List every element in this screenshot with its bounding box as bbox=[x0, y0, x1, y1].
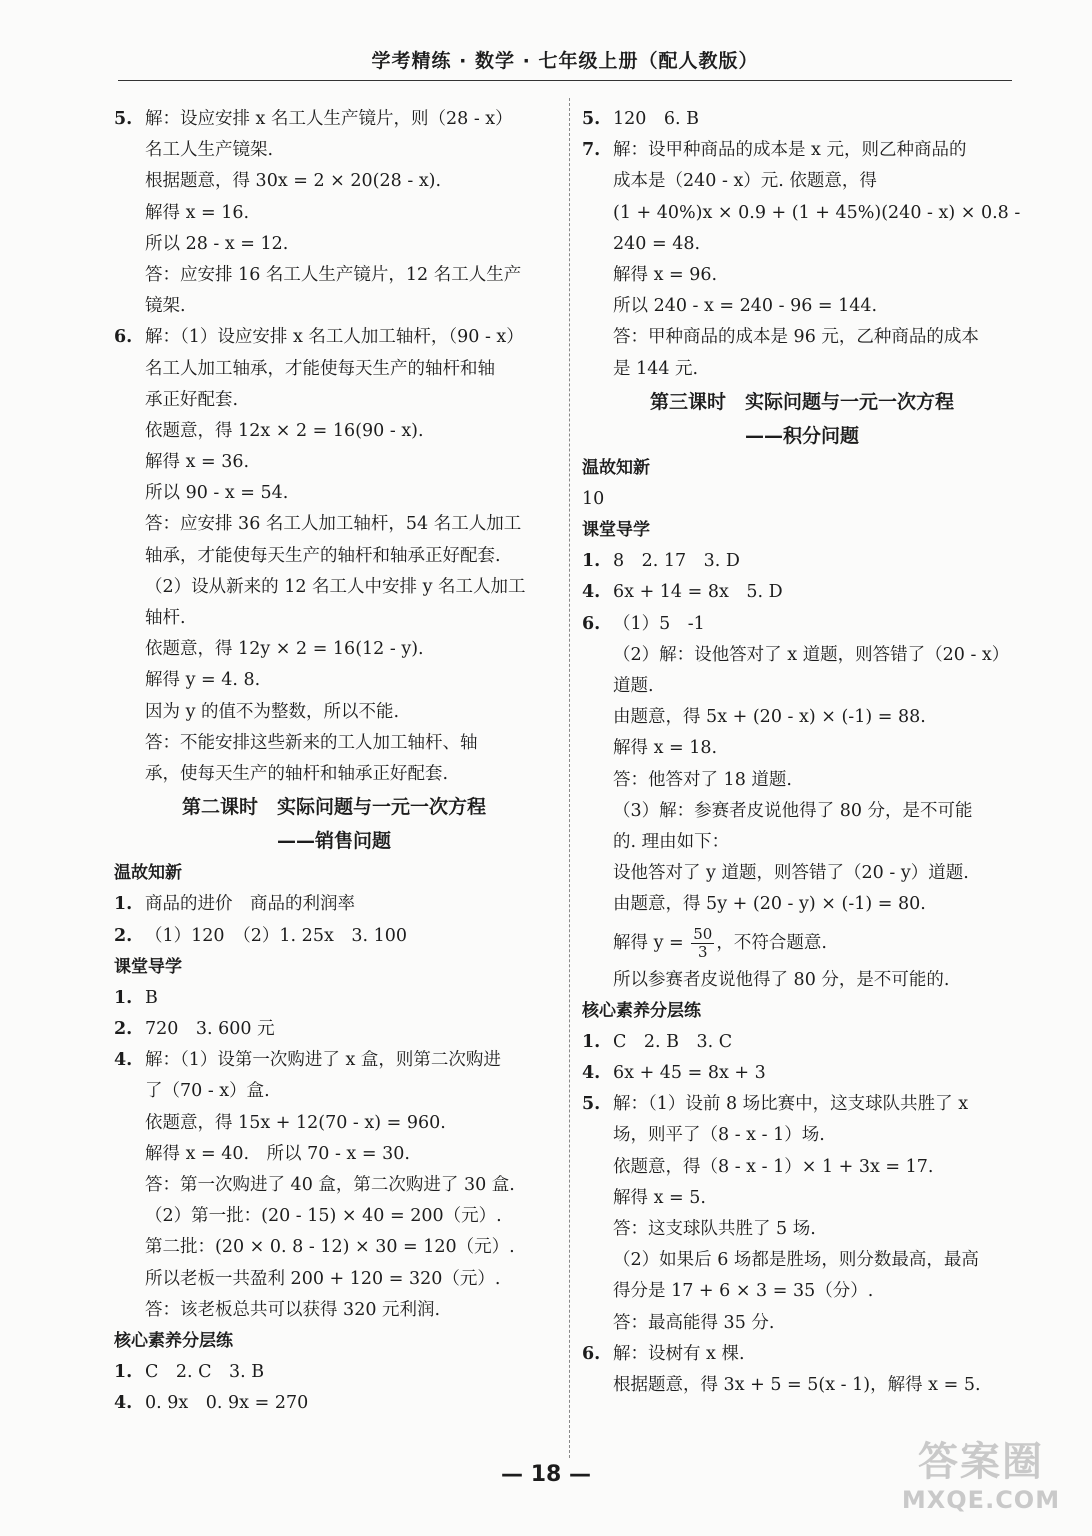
section-title: ——积分问题 bbox=[744, 424, 859, 447]
left-column bbox=[114, 104, 554, 1420]
line-text: 所以 90 - x = 54. bbox=[145, 483, 289, 504]
answer-line bbox=[582, 671, 1022, 702]
line-text: 所以 28 - x = 12. bbox=[145, 233, 289, 254]
line-text: 解得 x = 36. bbox=[145, 452, 250, 473]
question-line bbox=[114, 1357, 554, 1388]
question-line bbox=[582, 1027, 1022, 1058]
line-text: 成本是（240 - x）元. 依题意，得 bbox=[613, 171, 877, 192]
answer-line bbox=[582, 166, 1022, 197]
line-text: 依题意，得 12x × 2 = 16(90 - x). bbox=[145, 420, 424, 441]
fraction-suffix: ，不符合题意. bbox=[716, 932, 827, 953]
line-text: 解：设甲种商品的成本是 x 元，则乙种商品的 bbox=[613, 140, 967, 161]
line-text: 解得 x = 18. bbox=[613, 738, 718, 759]
fraction bbox=[691, 926, 714, 961]
line-text: 的. 理由如下： bbox=[613, 831, 730, 852]
line-text: 是 144 元. bbox=[613, 358, 699, 379]
question-line bbox=[582, 135, 1022, 166]
line-text: 解得 x = 5. bbox=[613, 1187, 706, 1208]
line-text: 10 bbox=[582, 488, 605, 509]
answer-line bbox=[582, 1183, 1022, 1214]
line-text: 720 3. 600 元 bbox=[145, 1019, 275, 1040]
header-rule bbox=[118, 80, 1012, 81]
question-number: 4. bbox=[582, 582, 601, 603]
question-number: 1. bbox=[114, 1362, 133, 1383]
line-text: 解：（1）设前 8 场比赛中，这支球队共胜了 x bbox=[613, 1094, 969, 1115]
line-text: 所以 240 - x = 240 - 96 = 144. bbox=[613, 296, 878, 317]
line-text: 答：他答对了 18 道题. bbox=[613, 769, 792, 790]
question-line bbox=[582, 1058, 1022, 1089]
question-number: 5. bbox=[114, 109, 133, 129]
answer-line bbox=[582, 640, 1022, 671]
answer-line bbox=[582, 198, 1022, 229]
line-text: 240 = 48. bbox=[613, 233, 701, 254]
answer-line bbox=[582, 322, 1022, 353]
line-text: （1）5 -1 bbox=[613, 613, 705, 634]
line-text: 场，则平了（8 - x - 1）场. bbox=[613, 1125, 825, 1146]
question-line bbox=[582, 1089, 1022, 1120]
answer-line bbox=[114, 135, 554, 166]
line-text: C 2. C 3. B bbox=[145, 1362, 265, 1383]
line-text: 解得 x = 96. bbox=[613, 264, 718, 285]
answer-line bbox=[114, 478, 554, 509]
question-number: 4. bbox=[114, 1050, 133, 1071]
line-text: 解得 y = 4. 8. bbox=[145, 670, 261, 691]
page-header: 学考精练 · 数学 · 七年级上册（配人教版） bbox=[371, 50, 759, 72]
question-number: 1. bbox=[582, 551, 601, 572]
column-divider bbox=[569, 98, 570, 1458]
line-text: 解：（1）设应安排 x 名工人加工轴杆，（90 - x） bbox=[145, 327, 524, 348]
question-number: 6. bbox=[582, 1343, 601, 1364]
answer-line bbox=[114, 1232, 554, 1263]
answer-line bbox=[114, 541, 554, 572]
line-text: 答：第一次购进了 40 盒，第二次购进了 30 盒. bbox=[145, 1175, 515, 1195]
line-text: 120 6. B bbox=[613, 109, 700, 129]
question-line bbox=[582, 609, 1022, 640]
answer-line bbox=[114, 603, 554, 634]
question-line bbox=[114, 104, 554, 135]
answer-line bbox=[114, 354, 554, 385]
answer-line bbox=[114, 665, 554, 696]
answer-line bbox=[582, 921, 1022, 965]
line-text: 道题. bbox=[613, 676, 654, 696]
answer-line bbox=[114, 1139, 554, 1170]
question-line bbox=[582, 546, 1022, 577]
line-text: 第二批：(20 × 0. 8 - 12) × 30 = 120（元）. bbox=[145, 1237, 515, 1258]
line-text: 由题意，得 5x + (20 - x) × (-1) = 88. bbox=[613, 707, 926, 728]
line-text: 了（70 - x）盒. bbox=[145, 1081, 270, 1102]
line-text: 依题意，得（8 - x - 1）× 1 + 3x = 17. bbox=[613, 1156, 934, 1177]
question-line bbox=[114, 983, 554, 1014]
answer-line bbox=[114, 697, 554, 728]
answer-line bbox=[114, 260, 554, 291]
line-text: 轴杆. bbox=[145, 608, 186, 628]
line-text: 答：甲种商品的成本是 96 元，乙种商品的成本 bbox=[613, 327, 979, 348]
fraction-prefix: 解得 y = bbox=[613, 932, 690, 953]
answer-line bbox=[582, 1214, 1022, 1245]
line-text: 解：（1）设第一次购进了 x 盒，则第二次购进 bbox=[145, 1050, 501, 1071]
question-number: 6. bbox=[114, 327, 133, 348]
question-number: 7. bbox=[582, 140, 601, 161]
watermark-logo bbox=[896, 1438, 1066, 1522]
line-text: 商品的进价 商品的利润率 bbox=[145, 894, 355, 915]
answer-line bbox=[582, 484, 1022, 515]
line-text: 答：这支球队共胜了 5 场. bbox=[613, 1219, 816, 1239]
answer-line bbox=[114, 447, 554, 478]
answer-line bbox=[114, 385, 554, 416]
answer-line bbox=[582, 354, 1022, 385]
answer-line bbox=[114, 759, 554, 790]
watermark-bottom: MXQE.COM bbox=[901, 1486, 1061, 1514]
answer-line bbox=[582, 796, 1022, 827]
question-number: 5. bbox=[582, 109, 601, 129]
line-text: 解：设树有 x 棵. bbox=[613, 1343, 745, 1364]
line-text: 解：设应安排 x 名工人生产镜片，则（28 - x） bbox=[145, 109, 513, 129]
line-text: (1 + 40%)x × 0.9 + (1 + 45%)(240 - x) × 0.8 - bbox=[613, 202, 1021, 223]
answer-line bbox=[114, 229, 554, 260]
answer-line bbox=[114, 572, 554, 603]
line-text: 解得 x = 40. 所以 70 - x = 30. bbox=[145, 1143, 410, 1164]
answer-line bbox=[114, 416, 554, 447]
line-text: 得分是 17 + 6 × 3 = 35（分）. bbox=[613, 1281, 874, 1302]
section-heading: 核心素养分层练 bbox=[582, 1000, 701, 1021]
question-number: 4. bbox=[114, 1393, 133, 1414]
section-title: 第二课时 实际问题与一元一次方程 bbox=[181, 796, 486, 819]
question-number: 2. bbox=[114, 1019, 133, 1040]
answer-line bbox=[114, 291, 554, 322]
watermark-top: 答案圈 bbox=[918, 1439, 1044, 1485]
line-text: （3）解：参赛者皮说他得了 80 分，是不可能 bbox=[613, 800, 973, 821]
question-number: 2. bbox=[114, 925, 133, 946]
question-number: 1. bbox=[582, 1031, 601, 1052]
question-number: 6. bbox=[582, 613, 601, 634]
answer-line bbox=[582, 1245, 1022, 1276]
fraction-numerator: 50 bbox=[693, 924, 713, 943]
answer-line bbox=[114, 1201, 554, 1232]
question-number: 4. bbox=[582, 1063, 601, 1084]
question-line bbox=[114, 1045, 554, 1076]
line-text: （1）120 （2）1. 25x 3. 100 bbox=[145, 925, 407, 946]
line-text: 依题意，得 12y × 2 = 16(12 - y). bbox=[145, 639, 424, 660]
page-number: — 18 — bbox=[501, 1462, 591, 1487]
line-text: （2）解：设他答对了 x 道题，则答错了（20 - x） bbox=[613, 644, 1010, 665]
line-text: 6x + 14 = 8x 5. D bbox=[613, 582, 783, 603]
line-text: 0. 9x 0. 9x = 270 bbox=[145, 1393, 309, 1414]
question-line bbox=[114, 889, 554, 920]
answer-line bbox=[114, 634, 554, 665]
answer-line bbox=[582, 858, 1022, 889]
line-text: （2）设从新来的 12 名工人中安排 y 名工人加工 bbox=[145, 576, 526, 597]
answer-line bbox=[114, 1170, 554, 1201]
answer-line bbox=[114, 198, 554, 229]
question-line bbox=[114, 1388, 554, 1419]
line-text: 答：应安排 16 名工人生产镜片，12 名工人生产 bbox=[145, 264, 522, 285]
answer-line bbox=[582, 889, 1022, 920]
answer-line bbox=[114, 1108, 554, 1139]
section-heading: 课堂导学 bbox=[114, 956, 182, 977]
line-text: 由题意，得 5y + (20 - y) × (-1) = 80. bbox=[613, 894, 926, 915]
question-line bbox=[114, 921, 554, 952]
line-text: 答：不能安排这些新来的工人加工轴杆、轴 bbox=[145, 732, 478, 753]
line-text: C 2. B 3. C bbox=[613, 1031, 733, 1052]
right-column bbox=[582, 104, 1022, 1401]
answer-line bbox=[114, 509, 554, 540]
line-text: 答：最高能得 35 分. bbox=[613, 1312, 775, 1333]
question-line bbox=[582, 1339, 1022, 1370]
line-text: 根据题意，得 3x + 5 = 5(x - 1)，解得 x = 5. bbox=[613, 1374, 981, 1395]
answer-line bbox=[114, 728, 554, 759]
line-text: 承，使每天生产的轴杆和轴承正好配套. bbox=[145, 763, 449, 784]
question-line bbox=[114, 322, 554, 353]
answer-line bbox=[582, 702, 1022, 733]
answer-line bbox=[114, 1264, 554, 1295]
line-text: 答：该老板总共可以获得 320 元利润. bbox=[145, 1299, 441, 1320]
answer-line bbox=[582, 765, 1022, 796]
line-text: 名工人加工轴承，才能使每天生产的轴杆和轴 bbox=[145, 358, 495, 379]
line-text: （2）如果后 6 场都是胜场，则分数最高，最高 bbox=[613, 1250, 979, 1271]
question-number: 5. bbox=[582, 1094, 601, 1115]
question-line bbox=[582, 577, 1022, 608]
answer-line bbox=[582, 965, 1022, 996]
line-text: 镜架. bbox=[145, 296, 186, 317]
section-heading: 核心素养分层练 bbox=[114, 1330, 233, 1351]
line-text: 轴承，才能使每天生产的轴杆和轴承正好配套. bbox=[145, 545, 501, 566]
answer-line bbox=[114, 166, 554, 197]
line-text: 8 2. 17 3. D bbox=[613, 551, 740, 572]
question-number: 1. bbox=[114, 894, 133, 915]
answer-line bbox=[582, 1152, 1022, 1183]
answer-line bbox=[582, 260, 1022, 291]
line-text: 名工人生产镜架. bbox=[145, 140, 274, 161]
question-number: 1. bbox=[114, 987, 133, 1008]
section-heading: 温故知新 bbox=[582, 457, 650, 478]
line-text: B bbox=[145, 987, 158, 1008]
line-text: 所以老板一共盈利 200 + 120 = 320（元）. bbox=[145, 1268, 501, 1289]
answer-line bbox=[582, 291, 1022, 322]
question-line bbox=[114, 1014, 554, 1045]
line-text: 6x + 45 = 8x + 3 bbox=[613, 1063, 766, 1084]
section-heading: 课堂导学 bbox=[582, 520, 650, 541]
section-title: 第三课时 实际问题与一元一次方程 bbox=[649, 390, 954, 413]
answer-line bbox=[582, 1120, 1022, 1151]
section-heading: 温故知新 bbox=[114, 863, 182, 884]
answer-line bbox=[114, 1295, 554, 1326]
question-line bbox=[582, 104, 1022, 135]
fraction-denominator: 3 bbox=[698, 942, 708, 961]
line-text: 因为 y 的值不为整数，所以不能. bbox=[145, 701, 400, 722]
section-title: ——销售问题 bbox=[276, 830, 391, 853]
line-text: 依题意，得 15x + 12(70 - x) = 960. bbox=[145, 1112, 446, 1133]
answer-line bbox=[582, 733, 1022, 764]
answer-line bbox=[582, 1276, 1022, 1307]
line-text: 所以参赛者皮说他得了 80 分，是不可能的. bbox=[613, 969, 950, 990]
line-text: （2）第一批：(20 - 15) × 40 = 200（元）. bbox=[145, 1206, 502, 1227]
line-text: 承正好配套. bbox=[145, 389, 239, 410]
answer-line bbox=[582, 229, 1022, 260]
answer-line bbox=[114, 1076, 554, 1107]
line-text: 设他答对了 y 道题，则答错了（20 - y）道题. bbox=[613, 863, 969, 884]
answer-line bbox=[582, 1308, 1022, 1339]
answer-line bbox=[582, 1370, 1022, 1401]
line-text: 答：应安排 36 名工人加工轴杆，54 名工人加工 bbox=[145, 514, 522, 535]
answer-line bbox=[582, 827, 1022, 858]
line-text: 解得 x = 16. bbox=[145, 202, 250, 223]
line-text: 根据题意，得 30x = 2 × 20(28 - x). bbox=[145, 171, 442, 192]
